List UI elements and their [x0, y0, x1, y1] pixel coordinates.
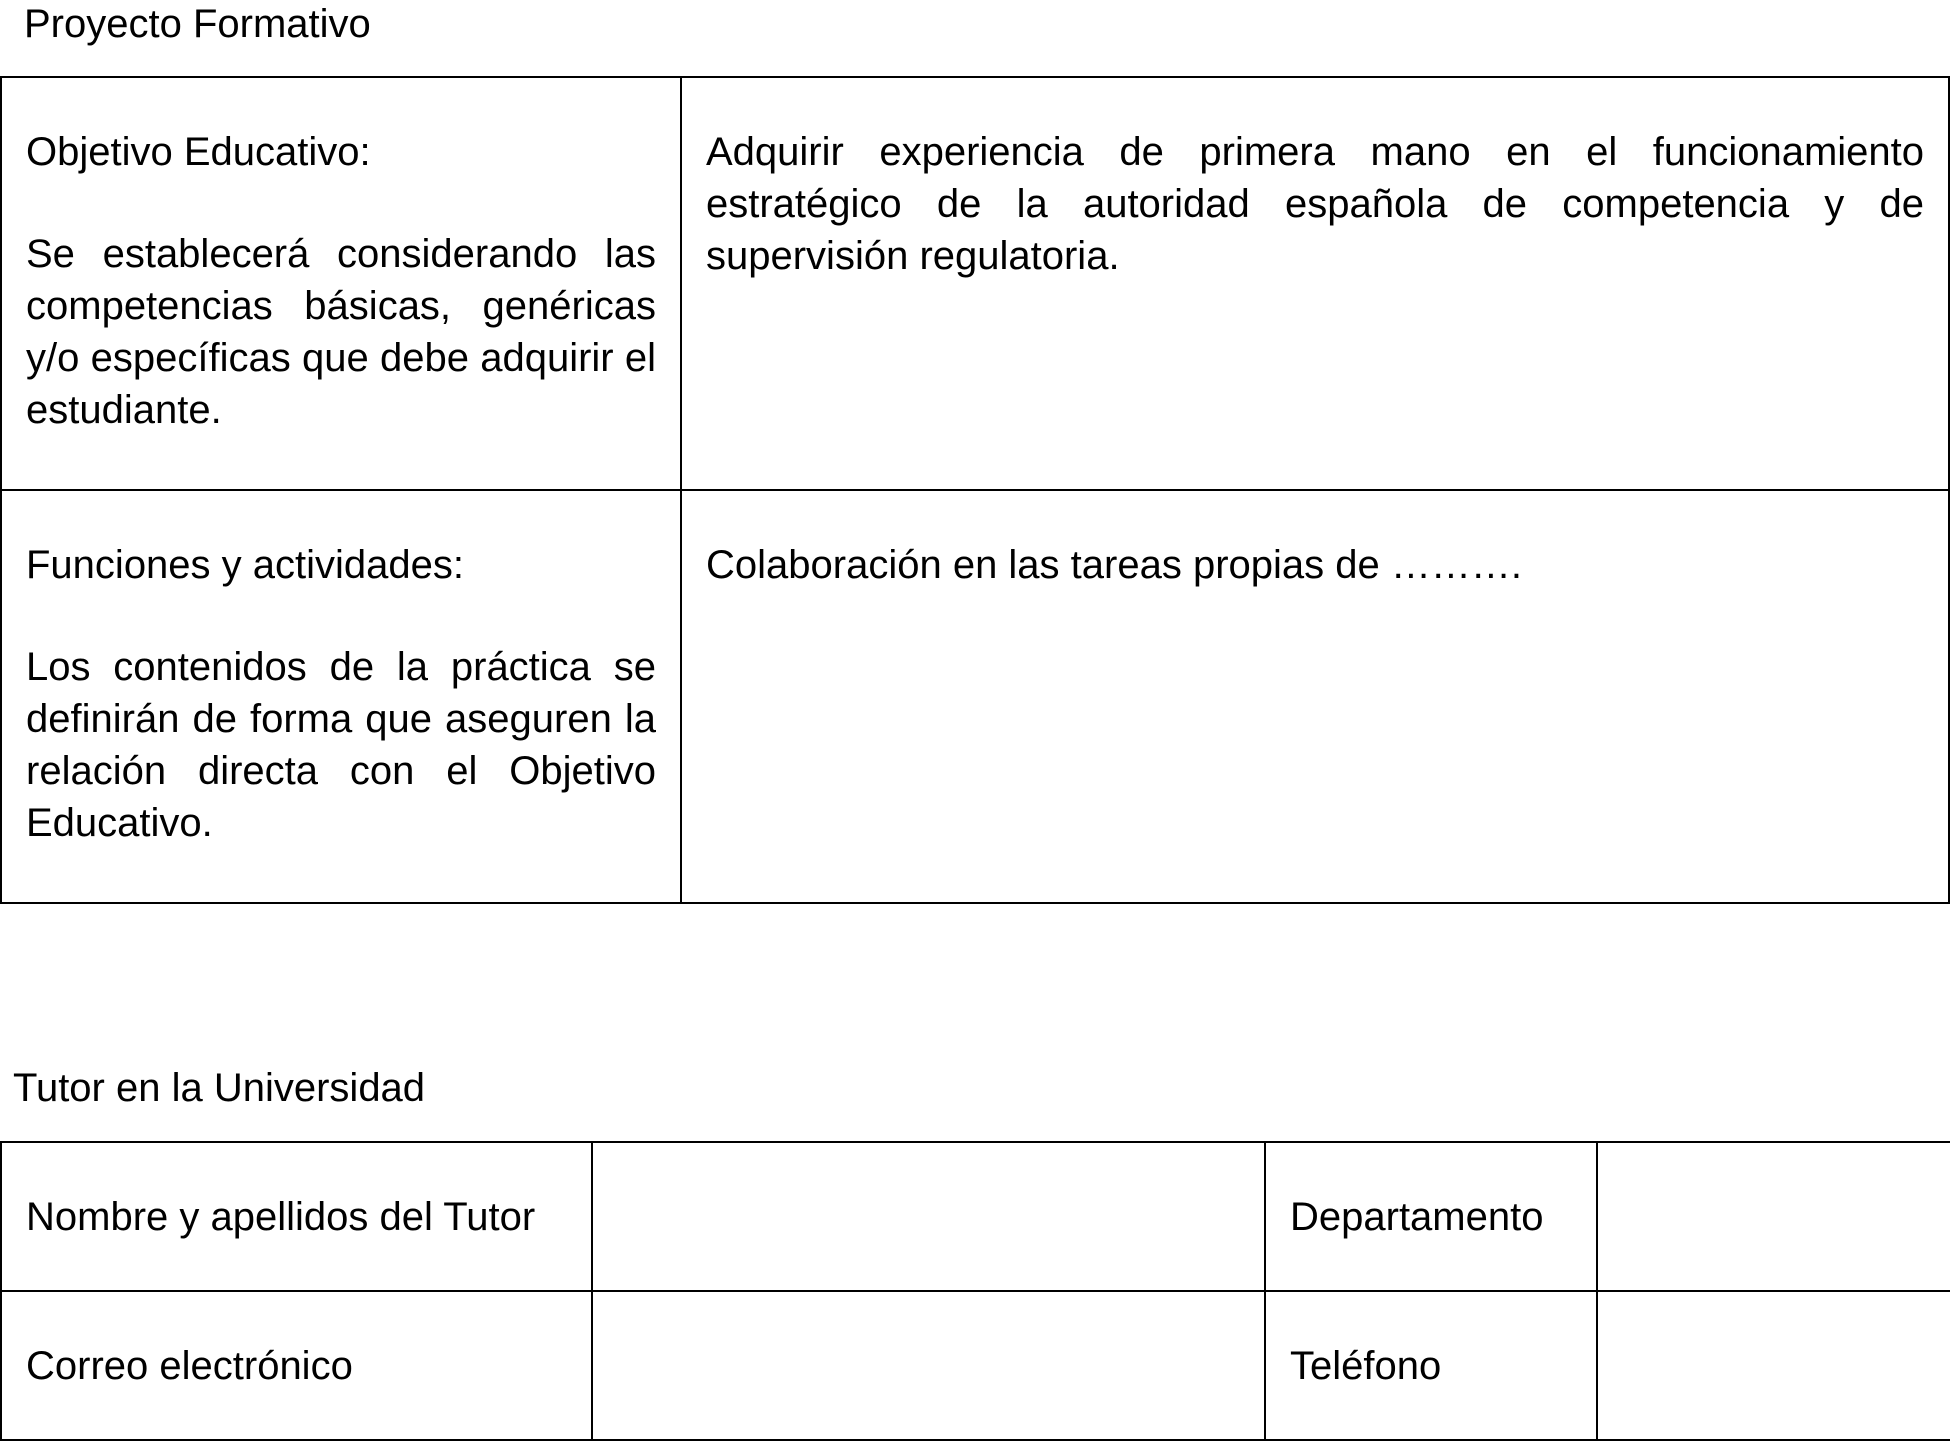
nombre-tutor-field[interactable] — [592, 1142, 1265, 1291]
tutor-universidad-heading: Tutor en la Universidad — [13, 1066, 426, 1110]
tutor-row-nombre — [1, 1142, 1950, 1291]
telefono-field[interactable] — [1597, 1291, 1950, 1440]
telefono-label: Teléfono — [1265, 1291, 1597, 1440]
objetivo-row — [1, 77, 1949, 490]
tutor-universidad-table — [0, 1141, 1950, 1441]
funciones-label: Funciones y actividades: — [26, 543, 465, 587]
proyecto-formativo-heading: Proyecto Formativo — [24, 2, 371, 46]
nombre-tutor-label: Nombre y apellidos del Tutor — [1, 1142, 592, 1291]
objetivo-value: Adquirir experiencia de primera mano en el funcionamiento estratégico de la autoridad española de competencia y de supervisión regulatoria. — [706, 130, 1924, 278]
objetivo-label-cell — [1, 77, 681, 490]
funciones-value: Colaboración en las tareas propias de ………. — [706, 543, 1522, 587]
objetivo-description: Se establecerá considerando las competencias básicas, genéricas y/o específicas que debe adquirir el estudiante. — [26, 232, 656, 432]
objetivo-label: Objetivo Educativo: — [26, 130, 371, 174]
correo-label: Correo electrónico — [1, 1291, 592, 1440]
tutor-row-correo — [1, 1291, 1950, 1440]
objetivo-value-cell[interactable] — [681, 77, 1949, 490]
departamento-label: Departamento — [1265, 1142, 1597, 1291]
proyecto-formativo-table — [0, 76, 1950, 904]
funciones-label-cell — [1, 490, 681, 903]
funciones-row — [1, 490, 1949, 903]
funciones-value-cell[interactable] — [681, 490, 1949, 903]
funciones-description: Los contenidos de la práctica se definirán de forma que aseguren la relación directa con el Objetivo Educativo. — [26, 645, 656, 845]
departamento-field[interactable] — [1597, 1142, 1950, 1291]
correo-field[interactable] — [592, 1291, 1265, 1440]
